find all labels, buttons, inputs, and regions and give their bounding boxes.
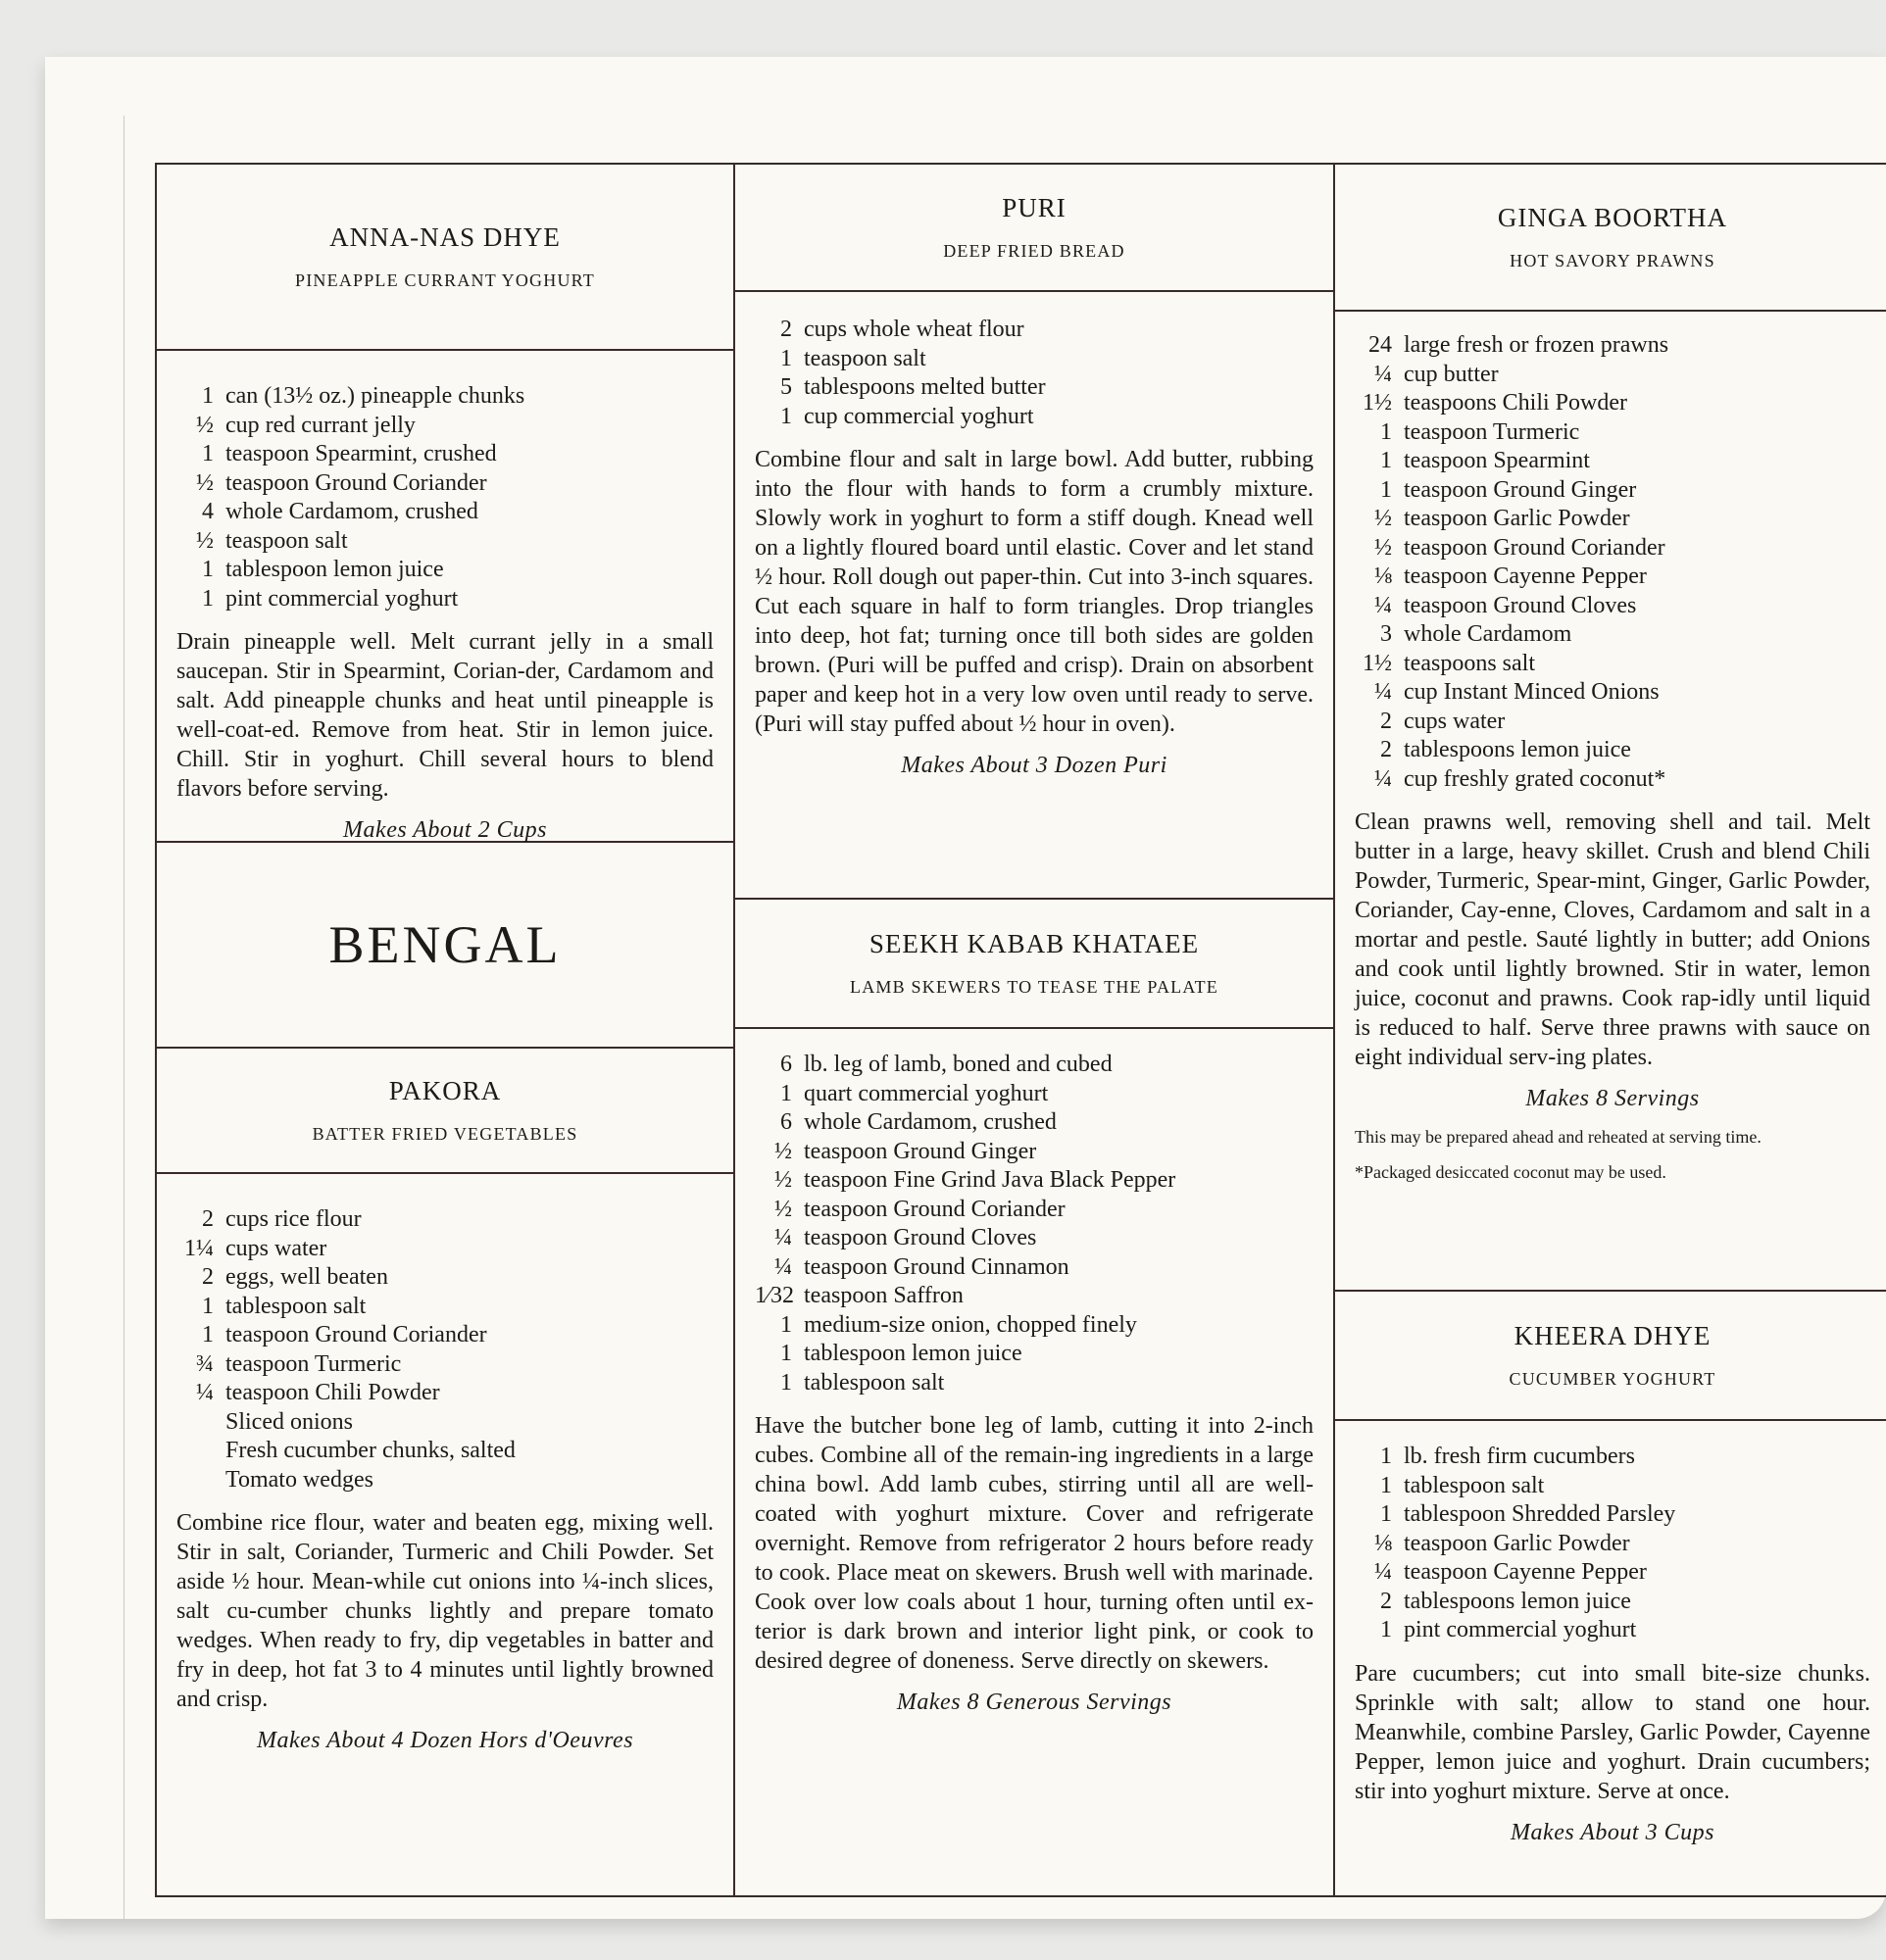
recipe-body-puri bbox=[735, 292, 1333, 900]
column-right bbox=[1335, 165, 1886, 1895]
ingredient-item bbox=[1355, 736, 1870, 765]
recipe-method: Combine flour and salt in large bowl. Add butter, rubbing into the flour with hands to form a crumbly mixture. Slowly work in yoghurt to form a stiff dough. Knead well on a lightly floured board until elastic. Cover and let stand ½ hour. Roll dough out paper-thin. Cut into 3-inch squares. Cut each square in half to form triangles. Drop triangles into deep, hot fat; turning once till both sides are golden brown. (Puri will be puffed and crisp). Drain on absorbent paper and keep hot in a very low oven until ready to serve. (Puri will stay puffed about ½ hour in oven). bbox=[755, 447, 1314, 737]
ingredient-name: teaspoon Ground Coriander bbox=[1404, 534, 1665, 561]
ingredient-name: teaspoon Fine Grind Java Black Pepper bbox=[804, 1167, 1176, 1193]
ingredient-quantity: 24 bbox=[1368, 332, 1392, 358]
ingredient-quantity: 1⁄32 bbox=[755, 1283, 795, 1308]
ingredient-quantity: 1½ bbox=[1363, 390, 1392, 416]
ingredient-quantity: 1 bbox=[1380, 1501, 1392, 1527]
ingredient-item bbox=[176, 1263, 714, 1293]
ingredient-item bbox=[1355, 1443, 1870, 1472]
recipe-subtitle: HOT SAVORY PRAWNS bbox=[1510, 251, 1715, 270]
ingredient-item bbox=[176, 585, 714, 614]
ingredient-quantity: ½ bbox=[196, 412, 214, 438]
ingredient-item bbox=[1355, 1588, 1870, 1617]
recipe-title: GINGA BOORTHA bbox=[1497, 203, 1728, 232]
ingredient-name: quart commercial yoghurt bbox=[804, 1080, 1049, 1106]
recipe-subtitle: BATTER FRIED VEGETABLES bbox=[312, 1124, 578, 1144]
ingredient-quantity: ¼ bbox=[774, 1253, 792, 1280]
ingredient-item bbox=[176, 1466, 714, 1495]
ingredient-item bbox=[176, 382, 714, 412]
ingredient-quantity: ½ bbox=[196, 469, 214, 496]
recipe-yield: Makes About 4 Dozen Hors d'Oeuvres bbox=[256, 1728, 634, 1753]
ingredient-quantity: ½ bbox=[774, 1196, 792, 1222]
ingredient-name: teaspoon Ground Ginger bbox=[804, 1138, 1037, 1164]
ingredient-item bbox=[1355, 389, 1870, 418]
ingredient-item bbox=[176, 1408, 714, 1438]
recipe-yield: Makes About 3 Cups bbox=[1511, 1819, 1714, 1845]
ingredient-name: medium-size onion, chopped finely bbox=[804, 1311, 1137, 1338]
ingredient-item bbox=[1355, 476, 1870, 506]
ingredient-quantity: ½ bbox=[196, 527, 214, 554]
recipe-title: KHEERA DHYE bbox=[1514, 1321, 1712, 1350]
ingredient-item bbox=[755, 1108, 1314, 1138]
ingredient-name: pint commercial yoghurt bbox=[225, 585, 459, 612]
ingredient-quantity: ⅛ bbox=[1374, 564, 1392, 589]
recipe-body-pakora bbox=[157, 1174, 733, 1895]
ingredient-item bbox=[176, 469, 714, 499]
ingredient-item bbox=[1355, 331, 1870, 361]
recipe-note: This may be prepared ahead and reheated at serving time. bbox=[1355, 1127, 1762, 1147]
recipe-header-puri bbox=[735, 165, 1333, 292]
ingredient-quantity: 1½ bbox=[1363, 650, 1392, 676]
ingredient-quantity bbox=[176, 1437, 225, 1466]
ingredient-quantity: 3 bbox=[1380, 621, 1392, 647]
ingredient-list bbox=[755, 316, 1314, 431]
ingredient-name: Sliced onions bbox=[225, 1408, 353, 1435]
ingredient-name: teaspoon Ground Cinnamon bbox=[804, 1253, 1069, 1280]
ingredient-item bbox=[176, 1235, 714, 1264]
ingredient-name: teaspoon Spearmint bbox=[1404, 448, 1590, 473]
ingredient-quantity: 2 bbox=[202, 1206, 214, 1232]
ingredient-name: teaspoon Ground Cloves bbox=[1404, 592, 1637, 618]
ingredient-item bbox=[755, 1080, 1314, 1109]
ingredient-item bbox=[755, 1224, 1314, 1253]
ingredient-item bbox=[1355, 592, 1870, 621]
ingredient-quantity: 1 bbox=[1380, 476, 1392, 503]
ingredient-name: whole Cardamom, crushed bbox=[804, 1109, 1057, 1135]
ingredient-list bbox=[176, 382, 714, 613]
ingredient-name: teaspoon Ground Coriander bbox=[225, 1322, 487, 1348]
ingredient-item bbox=[1355, 650, 1870, 679]
ingredient-quantity: ¼ bbox=[1374, 592, 1392, 618]
ingredient-name: tablespoon salt bbox=[225, 1293, 367, 1319]
ingredient-item bbox=[1355, 361, 1870, 390]
ingredient-name: teaspoon salt bbox=[225, 527, 348, 554]
ingredient-quantity: ¼ bbox=[1374, 1559, 1392, 1585]
ingredient-name: teaspoons salt bbox=[1404, 650, 1535, 676]
ingredient-quantity: 1 bbox=[1380, 1444, 1392, 1469]
ingredient-name: tablespoon salt bbox=[1404, 1472, 1545, 1498]
ingredient-quantity: 1 bbox=[780, 403, 792, 429]
ingredient-quantity: ⅛ bbox=[1374, 1530, 1392, 1556]
ingredient-quantity: 4 bbox=[202, 499, 214, 524]
ingredient-quantity: 1¼ bbox=[184, 1235, 214, 1261]
recipe-header-ginga-boortha bbox=[1335, 165, 1886, 312]
recipe-header-pakora bbox=[157, 1049, 733, 1174]
ingredient-quantity: 1 bbox=[1380, 448, 1392, 473]
ingredient-item bbox=[755, 345, 1314, 374]
ingredient-quantity: 1 bbox=[780, 1369, 792, 1396]
recipe-subtitle: LAMB SKEWERS TO TEASE THE PALATE bbox=[850, 977, 1218, 997]
ingredient-item bbox=[176, 1321, 714, 1350]
ingredient-quantity: 1 bbox=[1380, 418, 1392, 445]
ingredient-name: cups water bbox=[225, 1235, 327, 1261]
ingredient-name: lb. fresh firm cucumbers bbox=[1404, 1444, 1635, 1469]
ingredient-item bbox=[176, 1293, 714, 1322]
ingredient-name: teaspoon Garlic Powder bbox=[1404, 506, 1630, 531]
ingredient-name: tablespoon lemon juice bbox=[225, 557, 444, 582]
recipe-method: Pare cucumbers; cut into small bite-size chunks. Sprinkle with salt; allow to stand one hour. Meanwhile, combine Parsley, Garlic Powder, Cayenne Pepper, lemon juice and yoghurt. Drain cucumbers; stir into yoghurt mixture. Serve at once. bbox=[1355, 1660, 1870, 1804]
ingredient-quantity: ¼ bbox=[1374, 679, 1392, 705]
ingredient-name: large fresh or frozen prawns bbox=[1404, 332, 1669, 358]
ingredient-item bbox=[176, 556, 714, 585]
ingredient-quantity: 1 bbox=[780, 345, 792, 371]
ingredient-name: teaspoon Garlic Powder bbox=[1404, 1530, 1630, 1556]
ingredient-item bbox=[1355, 678, 1870, 708]
ingredient-item bbox=[176, 527, 714, 557]
ingredient-item bbox=[1355, 563, 1870, 592]
recipe-header-kheera-dhye bbox=[1335, 1292, 1886, 1421]
ingredient-name: tablespoons lemon juice bbox=[1404, 1588, 1631, 1614]
recipe-subtitle: DEEP FRIED BREAD bbox=[943, 241, 1125, 261]
recipe-yield: Makes 8 Generous Servings bbox=[896, 1690, 1172, 1715]
ingredient-item bbox=[1355, 708, 1870, 737]
ingredient-quantity: 2 bbox=[1380, 708, 1392, 734]
ingredient-item bbox=[1355, 1472, 1870, 1501]
recipe-footnote: *Packaged desiccated coconut may be used. bbox=[1355, 1162, 1666, 1182]
ingredient-quantity: 2 bbox=[1380, 737, 1392, 762]
recipe-title: ANNA-NAS DHYE bbox=[329, 222, 561, 252]
ingredient-quantity: ½ bbox=[1374, 534, 1392, 561]
ingredient-item bbox=[1355, 534, 1870, 564]
ingredient-quantity: ¼ bbox=[196, 1380, 214, 1405]
ingredient-name: teaspoon salt bbox=[804, 345, 926, 371]
recipe-header-seekh-kabab bbox=[735, 900, 1333, 1029]
recipe-yield: Makes 8 Servings bbox=[1525, 1086, 1700, 1111]
ingredient-quantity bbox=[176, 1466, 225, 1495]
ingredient-name: teaspoons Chili Powder bbox=[1404, 390, 1627, 416]
ingredient-item bbox=[755, 1369, 1314, 1398]
ingredient-quantity: ¼ bbox=[1374, 361, 1392, 387]
ingredient-name: teaspoon Ground Ginger bbox=[1404, 476, 1637, 503]
ingredient-quantity: ¼ bbox=[774, 1225, 792, 1250]
ingredient-quantity: 1 bbox=[202, 1293, 214, 1319]
cookbook-page bbox=[45, 57, 1886, 1919]
ingredient-name: teaspoon Spearmint, crushed bbox=[225, 441, 497, 466]
ingredient-name: can (13½ oz.) pineapple chunks bbox=[225, 383, 525, 409]
ingredient-item bbox=[1355, 1558, 1870, 1588]
ingredient-item bbox=[176, 1379, 714, 1408]
ingredient-item bbox=[176, 1350, 714, 1380]
ingredient-item bbox=[176, 412, 714, 441]
ingredient-quantity: ½ bbox=[774, 1138, 792, 1164]
ingredient-list bbox=[755, 1051, 1314, 1397]
ingredient-item bbox=[1355, 1500, 1870, 1530]
recipe-yield: Makes About 2 Cups bbox=[343, 817, 547, 843]
ingredient-name: teaspoon Chili Powder bbox=[225, 1380, 440, 1405]
ingredient-quantity: 1 bbox=[202, 441, 214, 466]
ingredient-name: tablespoon salt bbox=[804, 1369, 945, 1396]
ingredient-item bbox=[1355, 1616, 1870, 1645]
ingredient-item bbox=[755, 1051, 1314, 1080]
ingredient-item bbox=[1355, 1530, 1870, 1559]
ingredient-quantity: 1 bbox=[202, 383, 214, 409]
ingredient-list bbox=[176, 1205, 714, 1494]
ingredient-list bbox=[1355, 331, 1870, 794]
ingredient-item bbox=[755, 1253, 1314, 1283]
ingredient-item bbox=[1355, 765, 1870, 795]
ingredient-name: whole Cardamom bbox=[1404, 621, 1572, 647]
ingredient-name: lb. leg of lamb, boned and cubed bbox=[804, 1052, 1113, 1077]
recipe-body-ginga-boortha bbox=[1335, 312, 1886, 1292]
ingredient-quantity: 6 bbox=[780, 1052, 792, 1077]
ingredient-quantity: ½ bbox=[774, 1167, 792, 1193]
recipe-title: SEEKH KABAB KHATAEE bbox=[869, 929, 1200, 958]
recipe-subtitle: PINEAPPLE CURRANT YOGHURT bbox=[295, 270, 595, 290]
ingredient-name: Tomato wedges bbox=[225, 1466, 373, 1493]
recipe-grid bbox=[155, 163, 1886, 1897]
ingredient-item bbox=[755, 1340, 1314, 1369]
ingredient-item bbox=[1355, 418, 1870, 448]
ingredient-item bbox=[176, 1437, 714, 1466]
recipe-method: Clean prawns well, removing shell and tail. Melt butter in a large, heavy skillet. Crush and blend Chili Powder, Turmeric, Spear-mint, Ginger, Garlic Powder, Coriander, Cay-enne, Cloves, Cardamom and salt in a mortar and pestle. Sauté lightly in butter; add Onions and cook until lightly browned. Stir in water, lemon juice, coconut and prawns. Cook rap-idly until liquid is reduced to half. Serve three prawns with sauce on eight individual serv-ing plates. bbox=[1355, 809, 1870, 1070]
ingredient-name: Fresh cucumber chunks, salted bbox=[225, 1438, 516, 1463]
ingredient-name: pint commercial yoghurt bbox=[1404, 1617, 1637, 1642]
ingredient-quantity: 1 bbox=[780, 1080, 792, 1106]
recipe-header-anna-nas-dhye bbox=[157, 165, 733, 351]
ingredient-quantity bbox=[176, 1408, 225, 1438]
recipe-method: Combine rice flour, water and beaten egg, mixing well. Stir in salt, Coriander, Turmeric and Chili Powder. Set aside ½ hour. Mean-while cut onions into ¼-inch slices, salt cu-cumber chunks lightly and prepare tomato wedges. When ready to fry, dip vegetables in batter and fry in deep, hot fat 3 to 4 minutes until lightly browned and crisp. bbox=[176, 1510, 714, 1712]
ingredient-quantity: 2 bbox=[202, 1264, 214, 1290]
ingredient-quantity: 1 bbox=[1380, 1617, 1392, 1642]
recipe-title: PAKORA bbox=[388, 1076, 502, 1105]
recipe-method: Have the butcher bone leg of lamb, cutting it into 2-inch cubes. Combine all of the remain-ing ingredients in a large china bowl. Add lamb cubes, stirring until all are well-coated with yoghurt mixture. Cover and refrigerate overnight. Remove from refrigerator 2 hours before ready to cook. Place meat on skewers. Brush well with marinade. Cook over low coals about 1 hour, turning often until ex-terior is dark brown and interior light pink, or cook to desired degree of doneness. Serve directly on skewers. bbox=[755, 1413, 1314, 1674]
ingredient-quantity: ½ bbox=[1374, 506, 1392, 531]
ingredient-quantity: 2 bbox=[780, 317, 792, 342]
ingredient-name: cup Instant Minced Onions bbox=[1404, 679, 1660, 705]
ingredient-quantity: 1 bbox=[780, 1341, 792, 1366]
ingredient-name: teaspoon Saffron bbox=[804, 1283, 964, 1308]
ingredient-quantity: 1 bbox=[780, 1311, 792, 1338]
ingredient-item bbox=[1355, 447, 1870, 476]
ingredient-name: teaspoon Ground Coriander bbox=[804, 1196, 1066, 1222]
region-title: BENGAL bbox=[157, 843, 733, 1049]
ingredient-name: tablespoons lemon juice bbox=[1404, 737, 1631, 762]
recipe-body-seekh-kabab bbox=[735, 1029, 1333, 1895]
ingredient-item bbox=[176, 1205, 714, 1235]
ingredient-name: teaspoon Turmeric bbox=[1404, 418, 1580, 445]
ingredient-quantity: 6 bbox=[780, 1109, 792, 1135]
ingredient-quantity: 5 bbox=[780, 374, 792, 400]
recipe-subtitle: CUCUMBER YOGHURT bbox=[1509, 1369, 1716, 1389]
recipe-body-kheera-dhye bbox=[1335, 1421, 1886, 1895]
ingredient-name: cup butter bbox=[1404, 361, 1499, 387]
ingredient-item bbox=[755, 1166, 1314, 1196]
ingredient-item bbox=[176, 498, 714, 527]
ingredient-name: whole Cardamom, crushed bbox=[225, 499, 478, 524]
ingredient-item bbox=[755, 1311, 1314, 1341]
ingredient-item bbox=[755, 1196, 1314, 1225]
ingredient-item bbox=[755, 403, 1314, 432]
ingredient-name: cups water bbox=[1404, 708, 1506, 734]
ingredient-name: tablespoons melted butter bbox=[804, 374, 1046, 400]
ingredient-quantity: 2 bbox=[1380, 1588, 1392, 1614]
ingredient-name: teaspoon Turmeric bbox=[225, 1350, 402, 1377]
recipe-yield: Makes About 3 Dozen Puri bbox=[901, 753, 1167, 778]
ingredient-name: cup freshly grated coconut* bbox=[1404, 765, 1666, 792]
ingredient-name: cups rice flour bbox=[225, 1206, 362, 1232]
ingredient-list bbox=[1355, 1443, 1870, 1645]
ingredient-quantity: ¾ bbox=[196, 1350, 214, 1377]
ingredient-item bbox=[755, 316, 1314, 345]
ingredient-item bbox=[176, 440, 714, 469]
column-middle bbox=[735, 165, 1335, 1895]
recipe-title: PURI bbox=[1002, 193, 1067, 222]
ingredient-quantity: 1 bbox=[202, 557, 214, 582]
ingredient-name: teaspoon Cayenne Pepper bbox=[1404, 1559, 1647, 1585]
ingredient-name: teaspoon Cayenne Pepper bbox=[1404, 564, 1647, 589]
ingredient-name: cup red currant jelly bbox=[225, 412, 416, 438]
recipe-body-anna-nas-dhye bbox=[157, 351, 733, 843]
ingredient-name: cup commercial yoghurt bbox=[804, 403, 1034, 429]
column-left bbox=[157, 165, 735, 1895]
ingredient-quantity: 1 bbox=[202, 1322, 214, 1348]
ingredient-name: tablespoon lemon juice bbox=[804, 1341, 1022, 1366]
ingredient-item bbox=[755, 373, 1314, 403]
ingredient-name: tablespoon Shredded Parsley bbox=[1404, 1501, 1676, 1527]
ingredient-item bbox=[1355, 505, 1870, 534]
ingredient-quantity: ¼ bbox=[1374, 765, 1392, 792]
recipe-method: Drain pineapple well. Melt currant jelly in a small saucepan. Stir in Spearmint, Corian-der, Cardamom and salt. Add pineapple chunks and heat until pineapple is well-coat-ed. Remove from heat. Stir in lemon juice. Chill. Stir in yoghurt. Chill several hours to blend flavors before serving. bbox=[176, 629, 714, 802]
ingredient-name: cups whole wheat flour bbox=[804, 317, 1024, 342]
ingredient-item bbox=[755, 1138, 1314, 1167]
ingredient-item bbox=[1355, 620, 1870, 650]
ingredient-name: teaspoon Ground Cloves bbox=[804, 1225, 1037, 1250]
ingredient-name: teaspoon Ground Coriander bbox=[225, 469, 487, 496]
ingredient-quantity: 1 bbox=[202, 585, 214, 612]
ingredient-quantity: 1 bbox=[1380, 1472, 1392, 1498]
ingredient-item bbox=[755, 1282, 1314, 1311]
ingredient-name: eggs, well beaten bbox=[225, 1264, 388, 1290]
